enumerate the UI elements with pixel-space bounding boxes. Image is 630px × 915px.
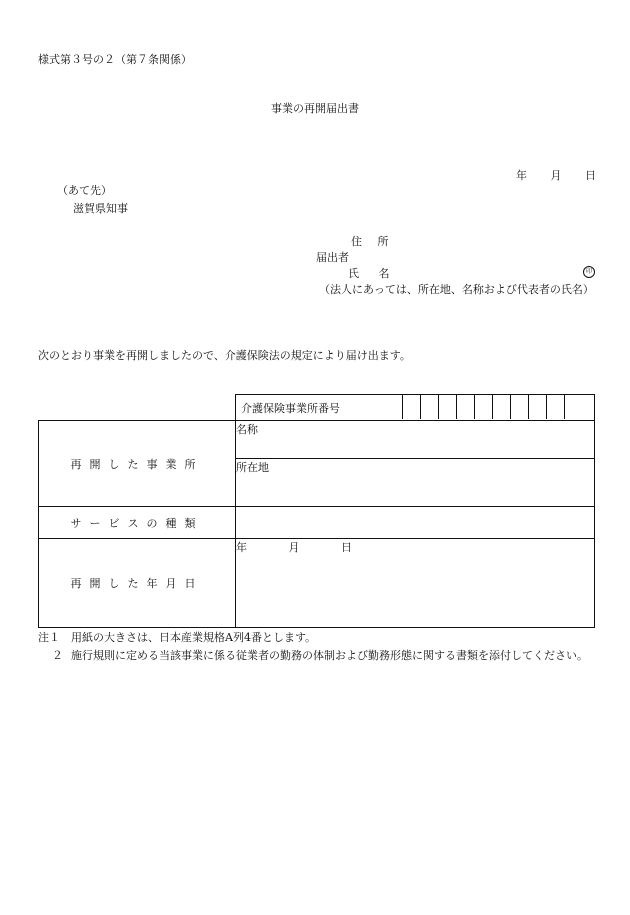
addressee-prefix: （あて先） — [57, 184, 112, 197]
digit-box[interactable] — [492, 395, 510, 419]
digit-box[interactable] — [474, 395, 492, 419]
note-text: 施行規則に定める当該事業に係る従業者の勤務の体制および勤務形態に関する書類を添付してください。 — [71, 649, 588, 662]
service-type-field[interactable] — [236, 507, 595, 539]
facility-location-label: 所在地 — [236, 461, 269, 474]
digit-box[interactable] — [438, 395, 456, 419]
statement-text: 次のとおり事業を再開しましたので、介護保険法の規定により届け出ます。 — [38, 349, 411, 362]
restart-day-label: 日 — [341, 541, 352, 554]
note-mark: 注１ — [38, 631, 60, 644]
digit-box[interactable] — [510, 395, 528, 419]
digit-box[interactable] — [402, 395, 420, 419]
digit-box[interactable] — [420, 395, 438, 419]
name-label: 氏 名 — [348, 267, 398, 280]
facility-name-label: 名称 — [236, 423, 258, 436]
document-title: 事業の再開届出書 — [271, 102, 359, 115]
note-text: 用紙の大きさは、日本産業規格A列4番とします。 — [71, 631, 317, 644]
note-item — [38, 629, 316, 645]
date-year-label: 年 — [516, 169, 527, 182]
note-item — [38, 647, 588, 663]
restart-month-label: 月 — [288, 541, 300, 554]
note-mark: ２ — [52, 649, 63, 662]
submission-date — [516, 167, 596, 183]
digit-box[interactable] — [546, 395, 564, 419]
notifier-label: 届出者 — [316, 251, 349, 264]
table-blank-cell — [39, 395, 236, 421]
date-day-label: 日 — [585, 169, 596, 182]
service-type-header: サービスの種類 — [39, 507, 236, 539]
digit-box[interactable] — [528, 395, 546, 419]
form-number: 様式第３号の２（第７条関係） — [38, 53, 192, 66]
restart-date-field[interactable] — [236, 539, 595, 628]
seal-mark: 印 — [583, 266, 595, 278]
digit-box[interactable] — [456, 395, 474, 419]
notification-form-table — [38, 394, 595, 628]
restart-year-label: 年 — [236, 541, 247, 554]
provider-number-cell[interactable] — [236, 395, 595, 421]
facility-header: 再開した事業所 — [39, 421, 236, 507]
restart-date-header: 再開した年月日 — [39, 539, 236, 628]
address-label: 住 所 — [351, 235, 395, 248]
facility-location-field[interactable] — [236, 459, 595, 507]
facility-name-field[interactable] — [236, 421, 595, 459]
digit-box[interactable] — [564, 395, 582, 419]
provider-number-label: 介護保険事業所番号 — [241, 402, 340, 415]
corporation-note: （法人にあっては、所在地、名称および代表者の氏名） — [319, 283, 594, 296]
addressee-name: 滋賀県知事 — [73, 202, 128, 215]
date-month-label: 月 — [550, 169, 562, 182]
